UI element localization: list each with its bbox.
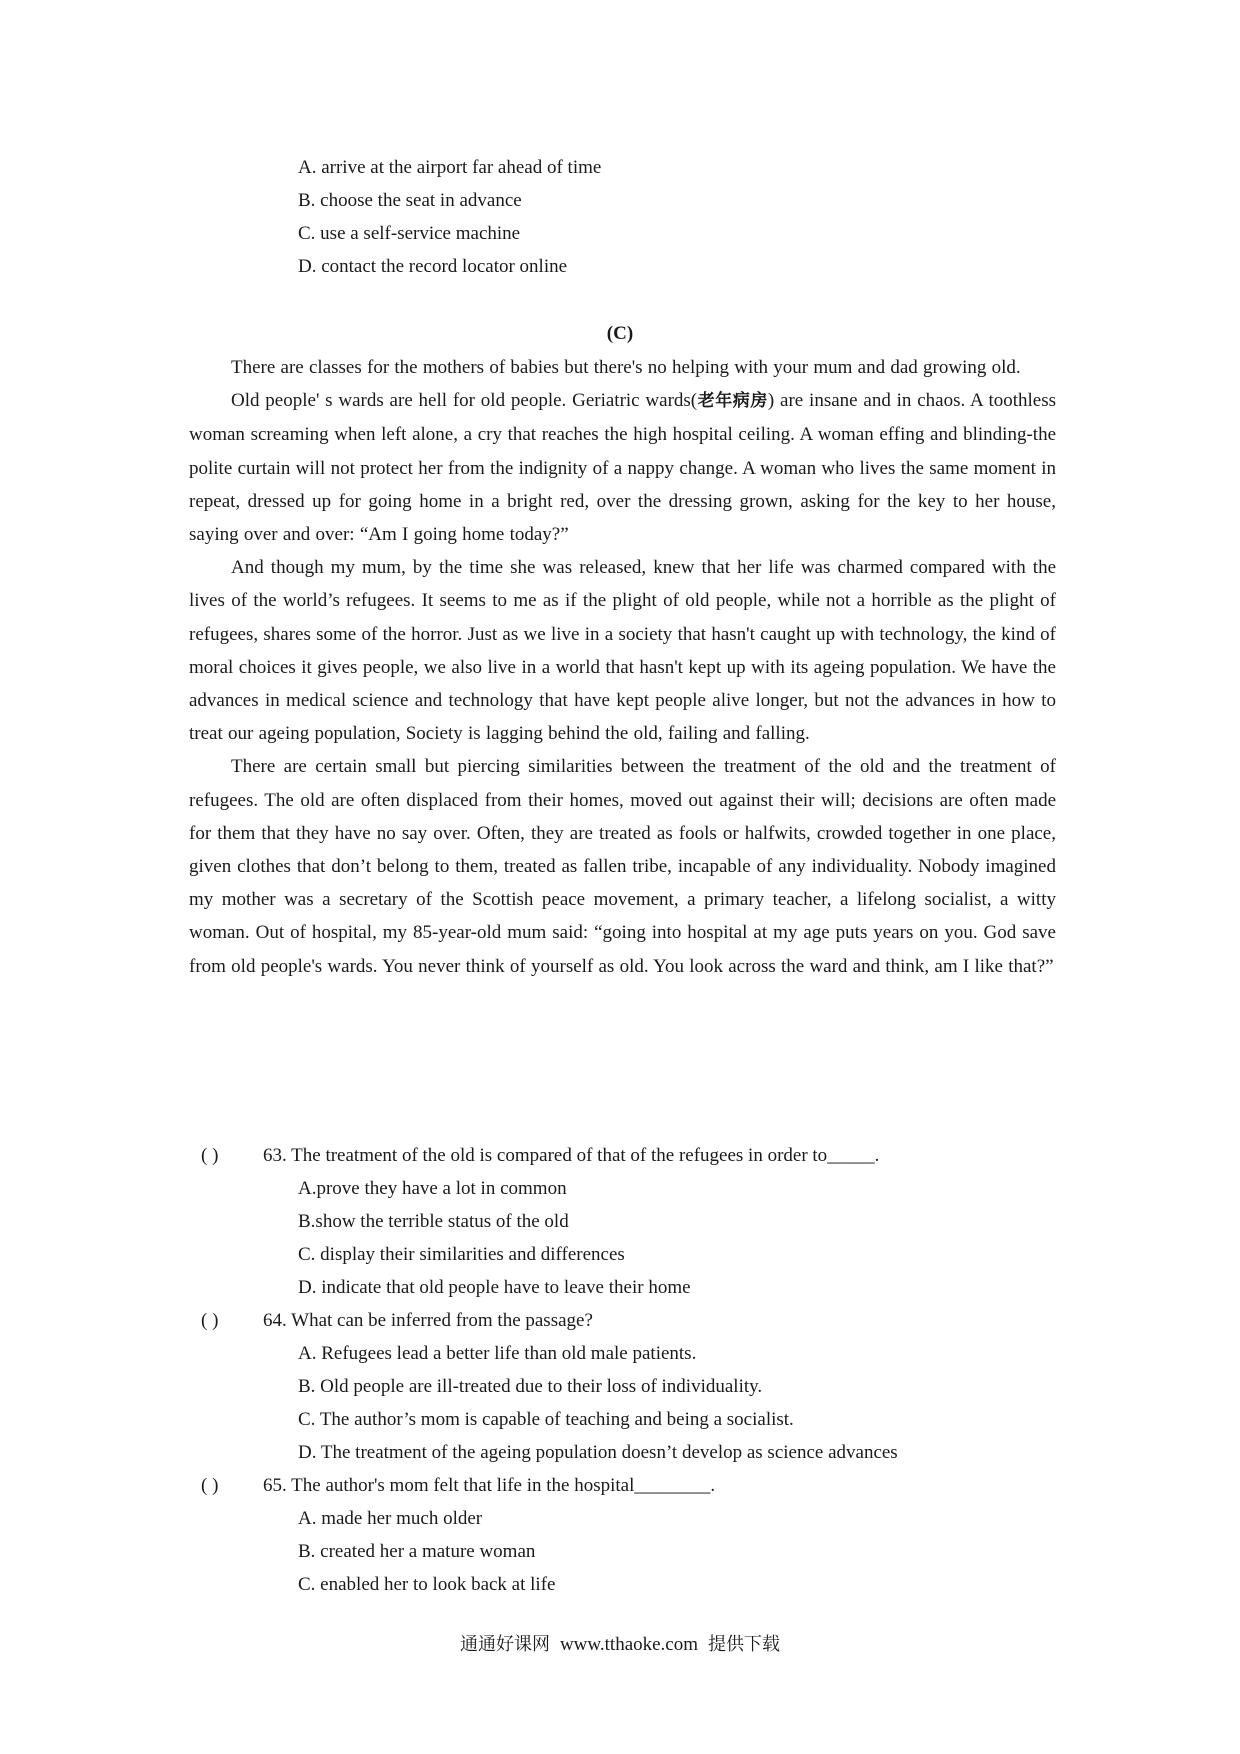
q64-option-a: A. Refugees lead a better life than old male patients. <box>298 1343 697 1364</box>
paragraph-1: There are classes for the mothers of babies but there's no helping with your mum and dad growing old. <box>231 357 1021 378</box>
paragraph-2-rest: ) are insane and in chaos. A toothless woman screaming when left alone, a cry that reaches the high hospital ceiling. A woman effing and blinding-the polite curtain will not protect her from the indignity of a nappy change. A woman who lives the same moment in repeat, dressed up for going home in a bright red, over the dressing grown, asking for the key to her house, saying over and over: “Am I going home today?” <box>189 390 1057 546</box>
paragraph-3: And though my mum, by the time she was released, knew that her life was charmed compared with the lives of the world’s refugees. It seems to me as if the plight of old people, while not a horrible as the plight of refugees, shares some of the horror. Just as we live in a society that hasn't caught up with technology, the kind of moral choices it gives people, we also live in a world that hasn't kept up with its ageing population. We have the advances in medical science and technology that have kept people alive longer, but not the advances in how to treat our ageing population, Society is lagging behind the old, failing and falling. <box>189 557 1056 745</box>
q64-option-b: B. Old people are ill-treated due to their loss of individuality. <box>298 1376 763 1397</box>
question-64 <box>201 1309 593 1333</box>
paragraph-2 <box>189 384 1056 551</box>
answer-blank[interactable]: ( ) <box>201 1145 219 1166</box>
option-c: C. use a self-service machine <box>298 223 521 244</box>
question-65 <box>201 1474 715 1498</box>
passage <box>189 351 1056 983</box>
q65-option-b: B. created her a mature woman <box>298 1541 536 1562</box>
paragraph-4: There are certain small but piercing similarities between the treatment of the old and the treatment of refugees. The old are often displaced from their homes, moved out against their will; decisions are often made for them that they have no say over. Often, they are treated as fools or halfwits, crowded together in one place, given clothes that don’t belong to them, treated as fallen tribe, incapable of any individuality. Nobody imagined my mother was a secretary of the Scottish peace movement, a primary teacher, a lifelong socialist, a witty woman. Out of hospital, my 85-year-old mum said: “going into hospital at my age puts years on you. God save from old people's wards. You never think of yourself as old. You look across the ward and think, am I like that?” <box>189 756 1056 977</box>
footer-download-text: 提供下载 <box>708 1634 781 1655</box>
q63-option-b: B.show the terrible status of the old <box>298 1211 569 1232</box>
question-stem: 65. The author's mom felt that life in the hospital________. <box>263 1475 716 1496</box>
paragraph-2-start: Old people' s wards are hell for old people. Geriatric wards( <box>231 390 698 412</box>
q65-option-c: C. enabled her to look back at life <box>298 1574 556 1595</box>
option-d: D. contact the record locator online <box>298 256 568 277</box>
question-stem: 63. The treatment of the old is compared of that of the refugees in order to_____. <box>263 1145 880 1166</box>
q65-option-a: A. made her much older <box>298 1508 483 1529</box>
footer-site-name: 通通好课网 <box>459 1634 550 1655</box>
footer-url[interactable]: www.tthaoke.com <box>559 1634 699 1655</box>
q64-option-c: C. The author’s mom is capable of teaching and being a socialist. <box>298 1409 794 1430</box>
q63-option-c: C. display their similarities and differences <box>298 1244 625 1265</box>
q64-option-d: D. The treatment of the ageing population doesn’t develop as science advances <box>298 1442 898 1463</box>
section-heading: (C) <box>606 323 634 344</box>
chinese-gloss: 老年病房 <box>697 391 768 412</box>
question-stem: 64. What can be inferred from the passage? <box>263 1310 593 1331</box>
answer-blank[interactable]: ( ) <box>201 1310 219 1331</box>
footer <box>0 1630 1240 1656</box>
option-a: A. arrive at the airport far ahead of time <box>298 157 602 178</box>
q63-option-a: A.prove they have a lot in common <box>298 1178 567 1199</box>
q63-option-d: D. indicate that old people have to leave their home <box>298 1277 691 1298</box>
answer-blank[interactable]: ( ) <box>201 1475 219 1496</box>
option-b: B. choose the seat in advance <box>298 190 522 211</box>
question-63 <box>201 1144 879 1168</box>
